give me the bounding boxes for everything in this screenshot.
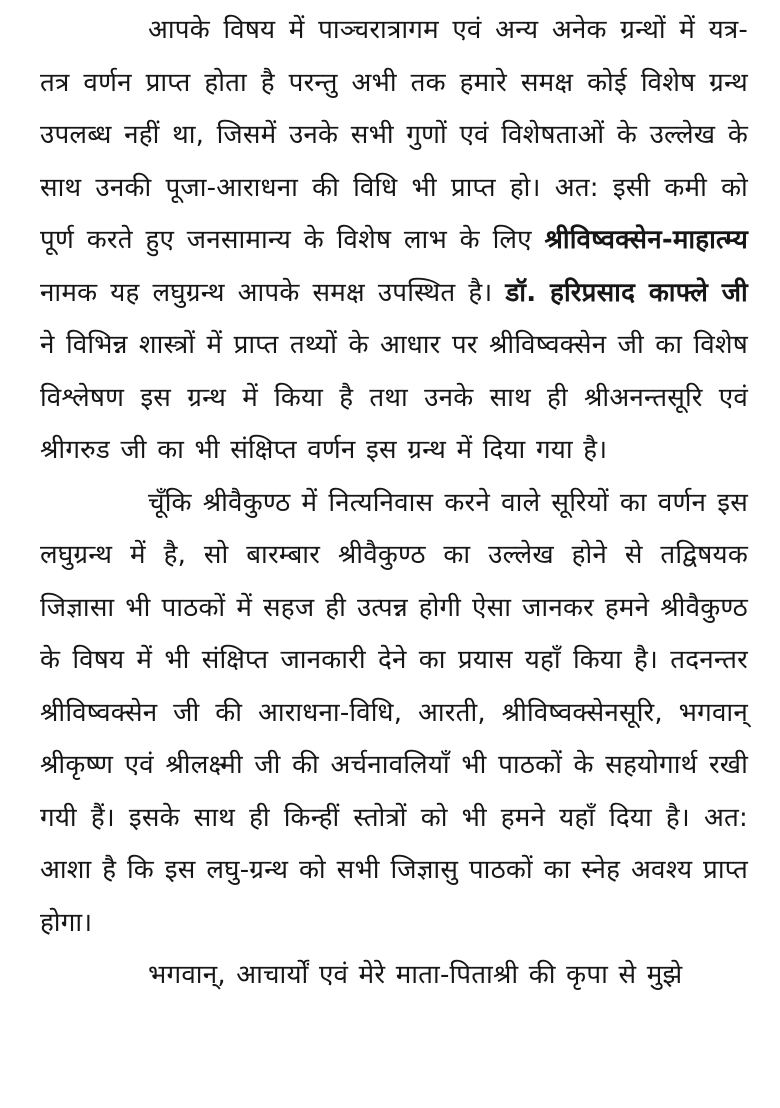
paragraph [40,949,748,1002]
bold-text-segment: श्रीविष्वक्सेन-माहात्म्य [544,225,748,255]
text-segment: चूँकि श्रीवैकुण्ठ में नित्यनिवास करने वाले सूरियों का वर्णन इस लघुग्रन्थ में है, सो बारम्बार श्रीवैकुण्ठ का उल्लेख होने से तद्विषयक जिज्ञासा भी पाठकों में सहज ही उत्पन्न होगी ऐसा जानकर हमने श्रीवैकुण्ठ के विषय में भी संक्षिप्त जानकारी देने का प्रयास यहाँ किया है। तदनन्तर श्रीविष्वक्सेन जी की आराधना-विधि, आरती, श्रीविष्वक्सेनसूरि, भगवान् श्रीकृष्ण एवं श्रीलक्ष्मी जी की अर्चनावलियाँ भी पाठकों के सहयोगार्थ रखी गयी हैं। इसके साथ ही किन्हीं स्तोत्रों को भी हमने यहाँ दिया है। अत: आशा है कि इस लघु-ग्रन्थ को सभी जिज्ञासु पाठकों का स्नेह अवश्य प्राप्त होगा। [40,487,748,938]
text-segment: भगवान्, आचार्यों एवं मेरे माता-पिताश्री की कृपा से मुझे [148,960,683,990]
text-segment: ने विभिन्न शास्त्रों में प्राप्त तथ्यों के आधार पर श्रीविष्वक्सेन जी का विशेष विश्लेषण इस ग्रन्थ में किया है तथा उनके साथ ही श्रीअनन्तसूरि एवं श्रीगरुड जी का भी संक्षिप्त वर्णन इस ग्रन्थ में दिया गया है। [40,330,748,465]
bold-text-segment: डॉ. हरिप्रसाद काफ्ले जी [505,277,748,308]
text-segment: नामक यह लघुग्रन्थ आपके समक्ष उपस्थित है। [40,277,506,308]
text-column [40,4,748,1002]
paragraph [40,4,748,477]
paragraph [40,477,748,950]
text-segment: आपके विषय में पाञ्चरात्रागम एवं अन्य अनेक ग्रन्थों में यत्र-तत्र वर्णन प्राप्त होता है परन्तु अभी तक हमारे समक्ष कोई विशेष ग्रन्थ उपलब्ध नहीं था, जिसमें उनके सभी गुणों एवं विशेषताओं के उल्लेख के साथ उनकी पूजा-आराधना की विधि भी प्राप्त हो। अत: इसी कमी को पूर्ण करते हुए जनसामान्य के विशेष लाभ के लिए [40,15,748,255]
